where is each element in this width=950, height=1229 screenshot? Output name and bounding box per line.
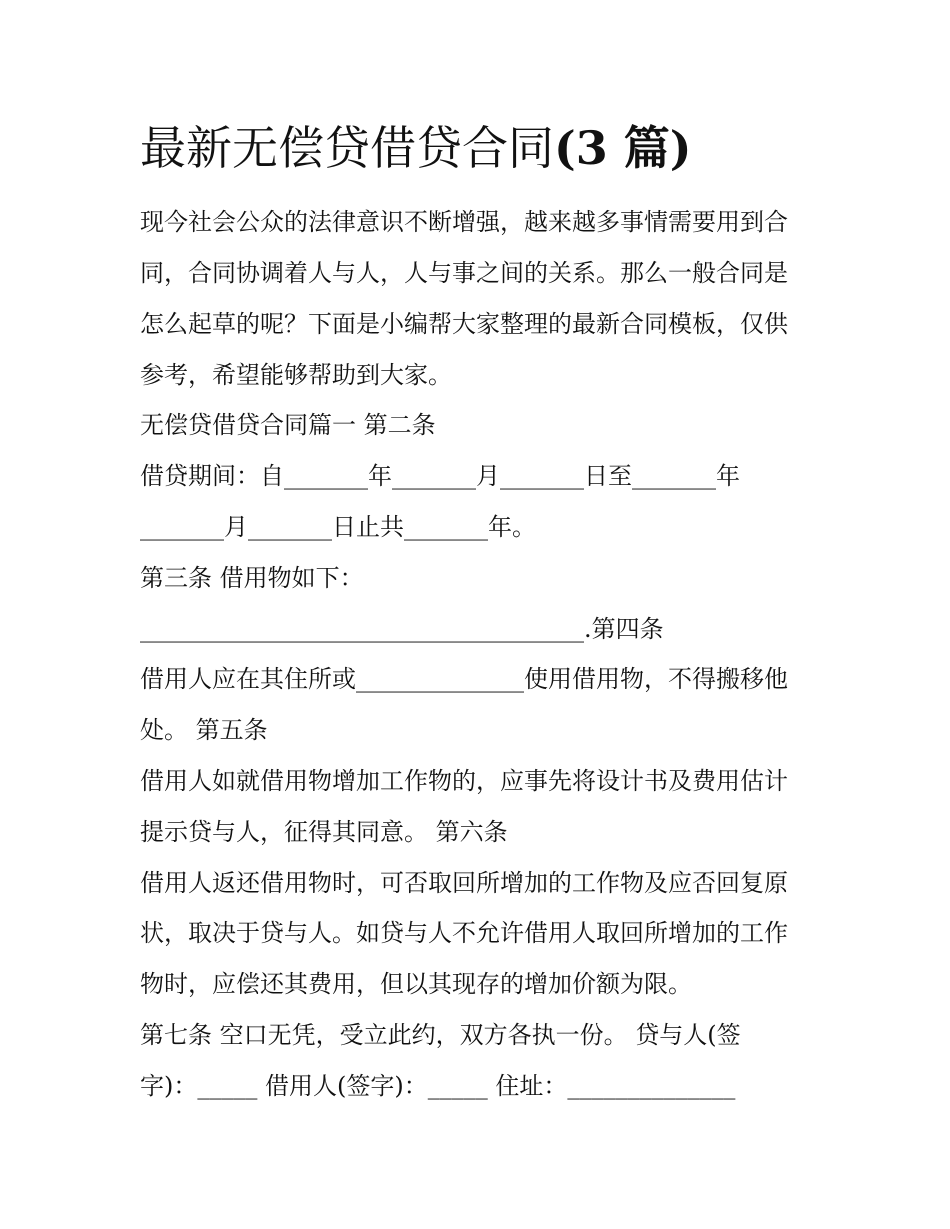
document-title <box>140 118 840 178</box>
clause-line: _______月_______日止共_______年。 <box>140 513 536 541</box>
clause-line: 借贷期间：自_______年_______月_______日至_______年 <box>140 462 740 490</box>
title-main: 最新无偿贷借贷合同 <box>140 121 554 175</box>
intro-line-1: 现今社会公众的法律意识不断增强，越来越多事情需要用到合 <box>140 208 788 236</box>
signature-line-2: 字)：_____ 借用人(签字)：_____ 住址：______________ <box>140 1072 736 1100</box>
clause-line: 借用人返还借用物时，可否取回所增加的工作物及应否回复原 <box>140 869 788 897</box>
clause-line: 借用人如就借用物增加工作物的，应事先将设计书及费用估计 <box>140 767 788 795</box>
section-heading-1: 无偿贷借贷合同篇一 第二条 <box>140 411 436 439</box>
clause-line: 物时，应偿还其费用，但以其现存的增加价额为限。 <box>140 970 692 998</box>
clause-line: 处。 第五条 <box>140 716 268 744</box>
clause-line: _____________________________________.第四条 <box>140 615 664 643</box>
intro-line-4: 参考，希望能够帮助到大家。 <box>140 361 452 389</box>
clause-line: 借用人应在其住所或______________使用借用物，不得搬移他 <box>140 665 788 693</box>
intro-line-3: 怎么起草的呢？下面是小编帮大家整理的最新合同模板，仅供 <box>140 310 788 338</box>
intro-line-2: 同，合同协调着人与人，人与事之间的关系。那么一般合同是 <box>140 259 788 287</box>
clause-line: 状，取决于贷与人。如贷与人不允许借用人取回所增加的工作 <box>140 919 788 947</box>
signature-line-1: 第七条 空口无凭，受立此约，双方各执一份。 贷与人(签 <box>140 1021 741 1049</box>
title-suffix: (3 篇) <box>554 121 692 175</box>
clause-line: 第三条 借用物如下： <box>140 564 364 592</box>
clause-line: 提示贷与人，征得其同意。 第六条 <box>140 818 508 846</box>
